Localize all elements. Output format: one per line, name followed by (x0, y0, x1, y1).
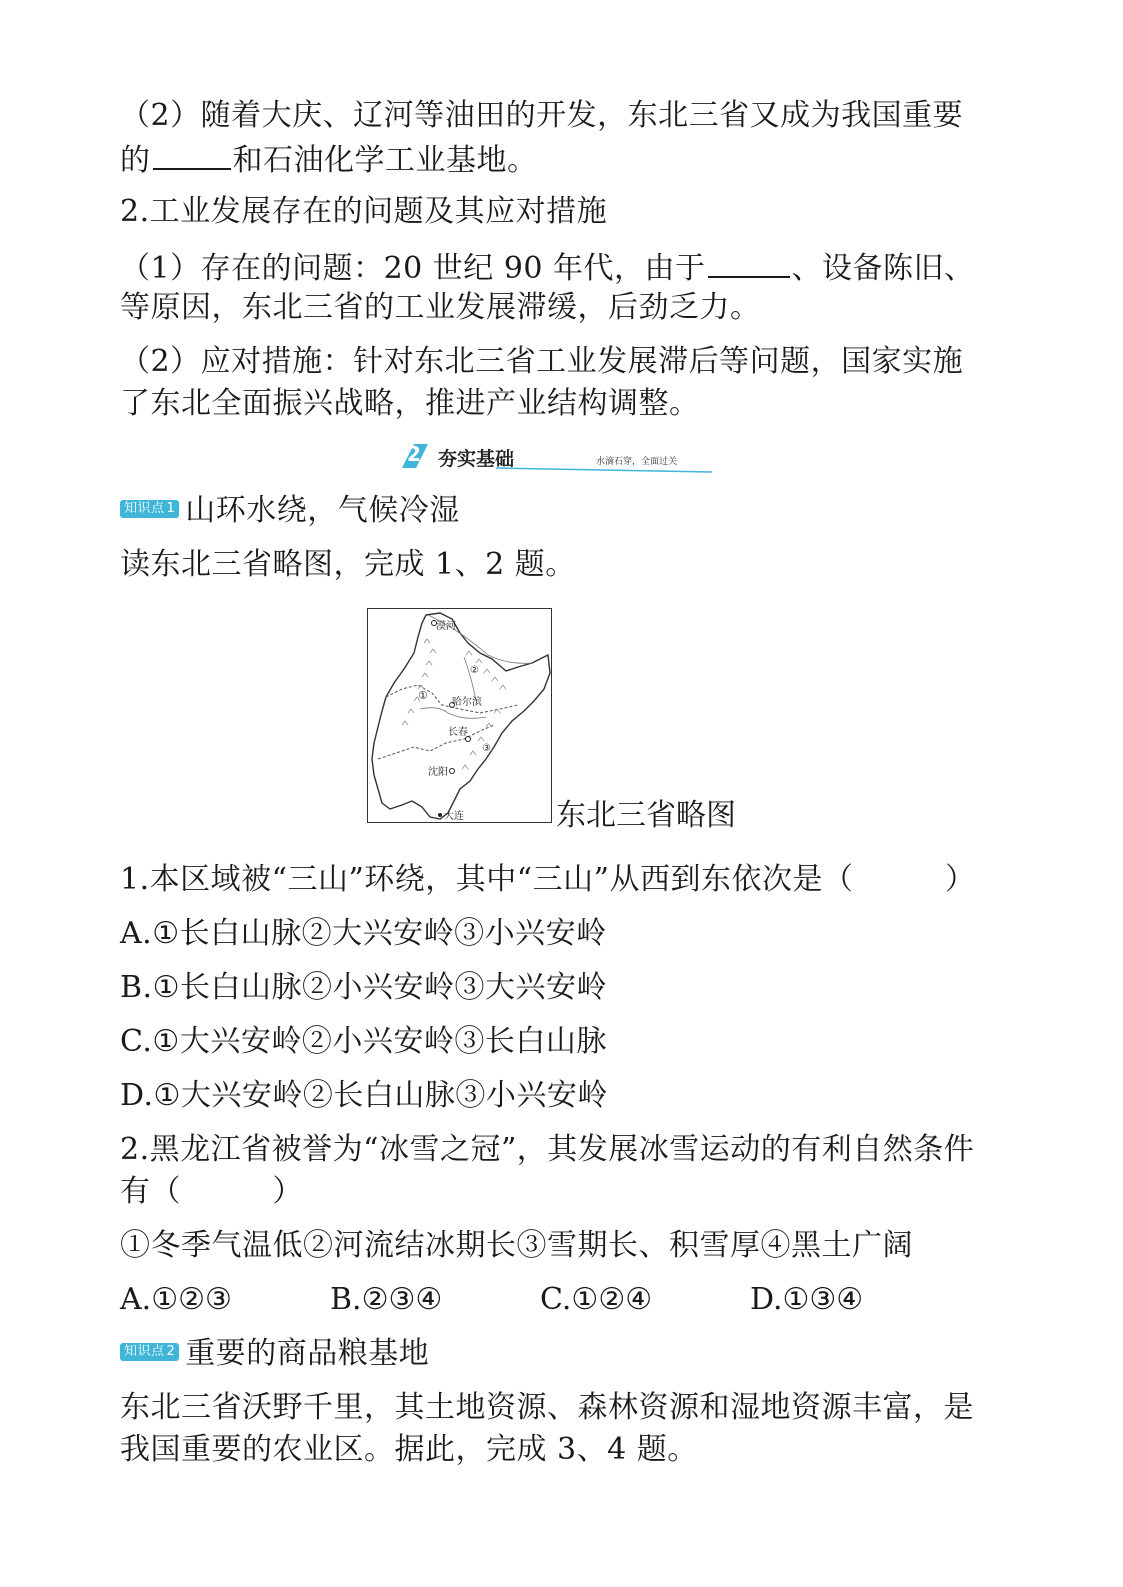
text-suffix: 、设备陈旧、 (791, 251, 975, 286)
question-intro-2: 东北三省沃野千里，其土地资源、森林资源和湿地资源丰富，是 (120, 1390, 974, 1425)
map-label-3: ③ (482, 743, 491, 754)
text-prefix: 的 (120, 143, 151, 178)
question-2-stem: 2.黑龙江省被誉为“冰雪之冠”，其发展冰雪运动的有利自然条件 (120, 1132, 975, 1167)
answer-blank[interactable] (708, 246, 790, 278)
question-1-option-a[interactable]: A.①长白山脉②大兴安岭③小兴安岭 (120, 916, 607, 951)
banner-title: 夯实基础 (438, 448, 515, 470)
question-1-option-c[interactable]: C.①大兴安岭②小兴安岭③长白山脉 (120, 1024, 607, 1059)
question-1-stem: 1.本区域被“三山”环绕，其中“三山”从西到东依次是（ ） (120, 862, 976, 897)
map-label-changchun: 长春 (448, 727, 468, 738)
banner-slogan: 水滴石穿，全面过关 (596, 457, 678, 467)
text-line-fill-blank-1 (120, 138, 538, 181)
northeast-map (367, 608, 552, 823)
question-2-option-b[interactable]: B.②③④ (330, 1282, 443, 1317)
question-2-items: ①冬季气温低②河流结冰期长③雪期长、积雪厚④黑土广阔 (120, 1228, 913, 1263)
knowledge-point-1 (120, 491, 460, 531)
knowledge-point-title: 山环水绕，气候冷湿 (185, 493, 460, 528)
question-1-option-d[interactable]: D.①大兴安岭②长白山脉③小兴安岭 (120, 1078, 608, 1113)
map-caption: 东北三省略图 (556, 798, 736, 833)
text-line-measures: （2）应对措施：针对东北三省工业发展滞后等问题，国家实施 (120, 344, 964, 379)
question-2-option-d[interactable]: D.①③④ (750, 1282, 864, 1317)
section-banner (396, 440, 716, 474)
question-2-option-c[interactable]: C.①②④ (540, 1282, 653, 1317)
banner-number: 2 (407, 442, 421, 466)
map-label-harbin: 哈尔滨 (452, 697, 482, 708)
northeast-map-graphic (368, 609, 551, 822)
text-line-problems-cont: 等原因，东北三省的工业发展滞缓，后劲乏力。 (120, 290, 761, 325)
subheading-industry-problems: 2.工业发展存在的问题及其应对措施 (120, 194, 608, 229)
answer-blank[interactable] (153, 138, 231, 170)
knowledge-point-title: 重要的商品粮基地 (185, 1336, 430, 1371)
text-prefix: （1）存在的问题：20 世纪 90 年代，由于 (120, 251, 706, 286)
map-label-mohe: 漠河 (436, 621, 456, 632)
map-label-2: ② (470, 665, 479, 676)
question-intro-2-cont: 我国重要的农业区。据此，完成 3、4 题。 (120, 1432, 698, 1467)
knowledge-point-badge: 知识点 2 (120, 1343, 179, 1361)
text-line-measures-cont: 了东北全面振兴战略，推进产业结构调整。 (120, 386, 700, 421)
text-line-oil-fields: （2）随着大庆、辽河等油田的开发，东北三省又成为我国重要 (120, 98, 964, 133)
question-intro-1: 读东北三省略图，完成 1、2 题。 (120, 547, 576, 582)
map-label-1: ① (418, 689, 428, 702)
map-label-shenyang: 沈阳 (428, 767, 448, 778)
question-2-stem-cont: 有（ ） (120, 1174, 303, 1209)
knowledge-point-badge: 知识点 1 (120, 500, 179, 518)
knowledge-point-2 (120, 1334, 429, 1374)
question-2-option-a[interactable]: A.①②③ (120, 1282, 232, 1317)
map-label-dalian: 大连 (444, 811, 464, 822)
text-suffix: 和石油化学工业基地。 (232, 143, 538, 178)
text-line-problems (120, 246, 975, 289)
question-1-option-b[interactable]: B.①长白山脉②小兴安岭③大兴安岭 (120, 970, 607, 1005)
